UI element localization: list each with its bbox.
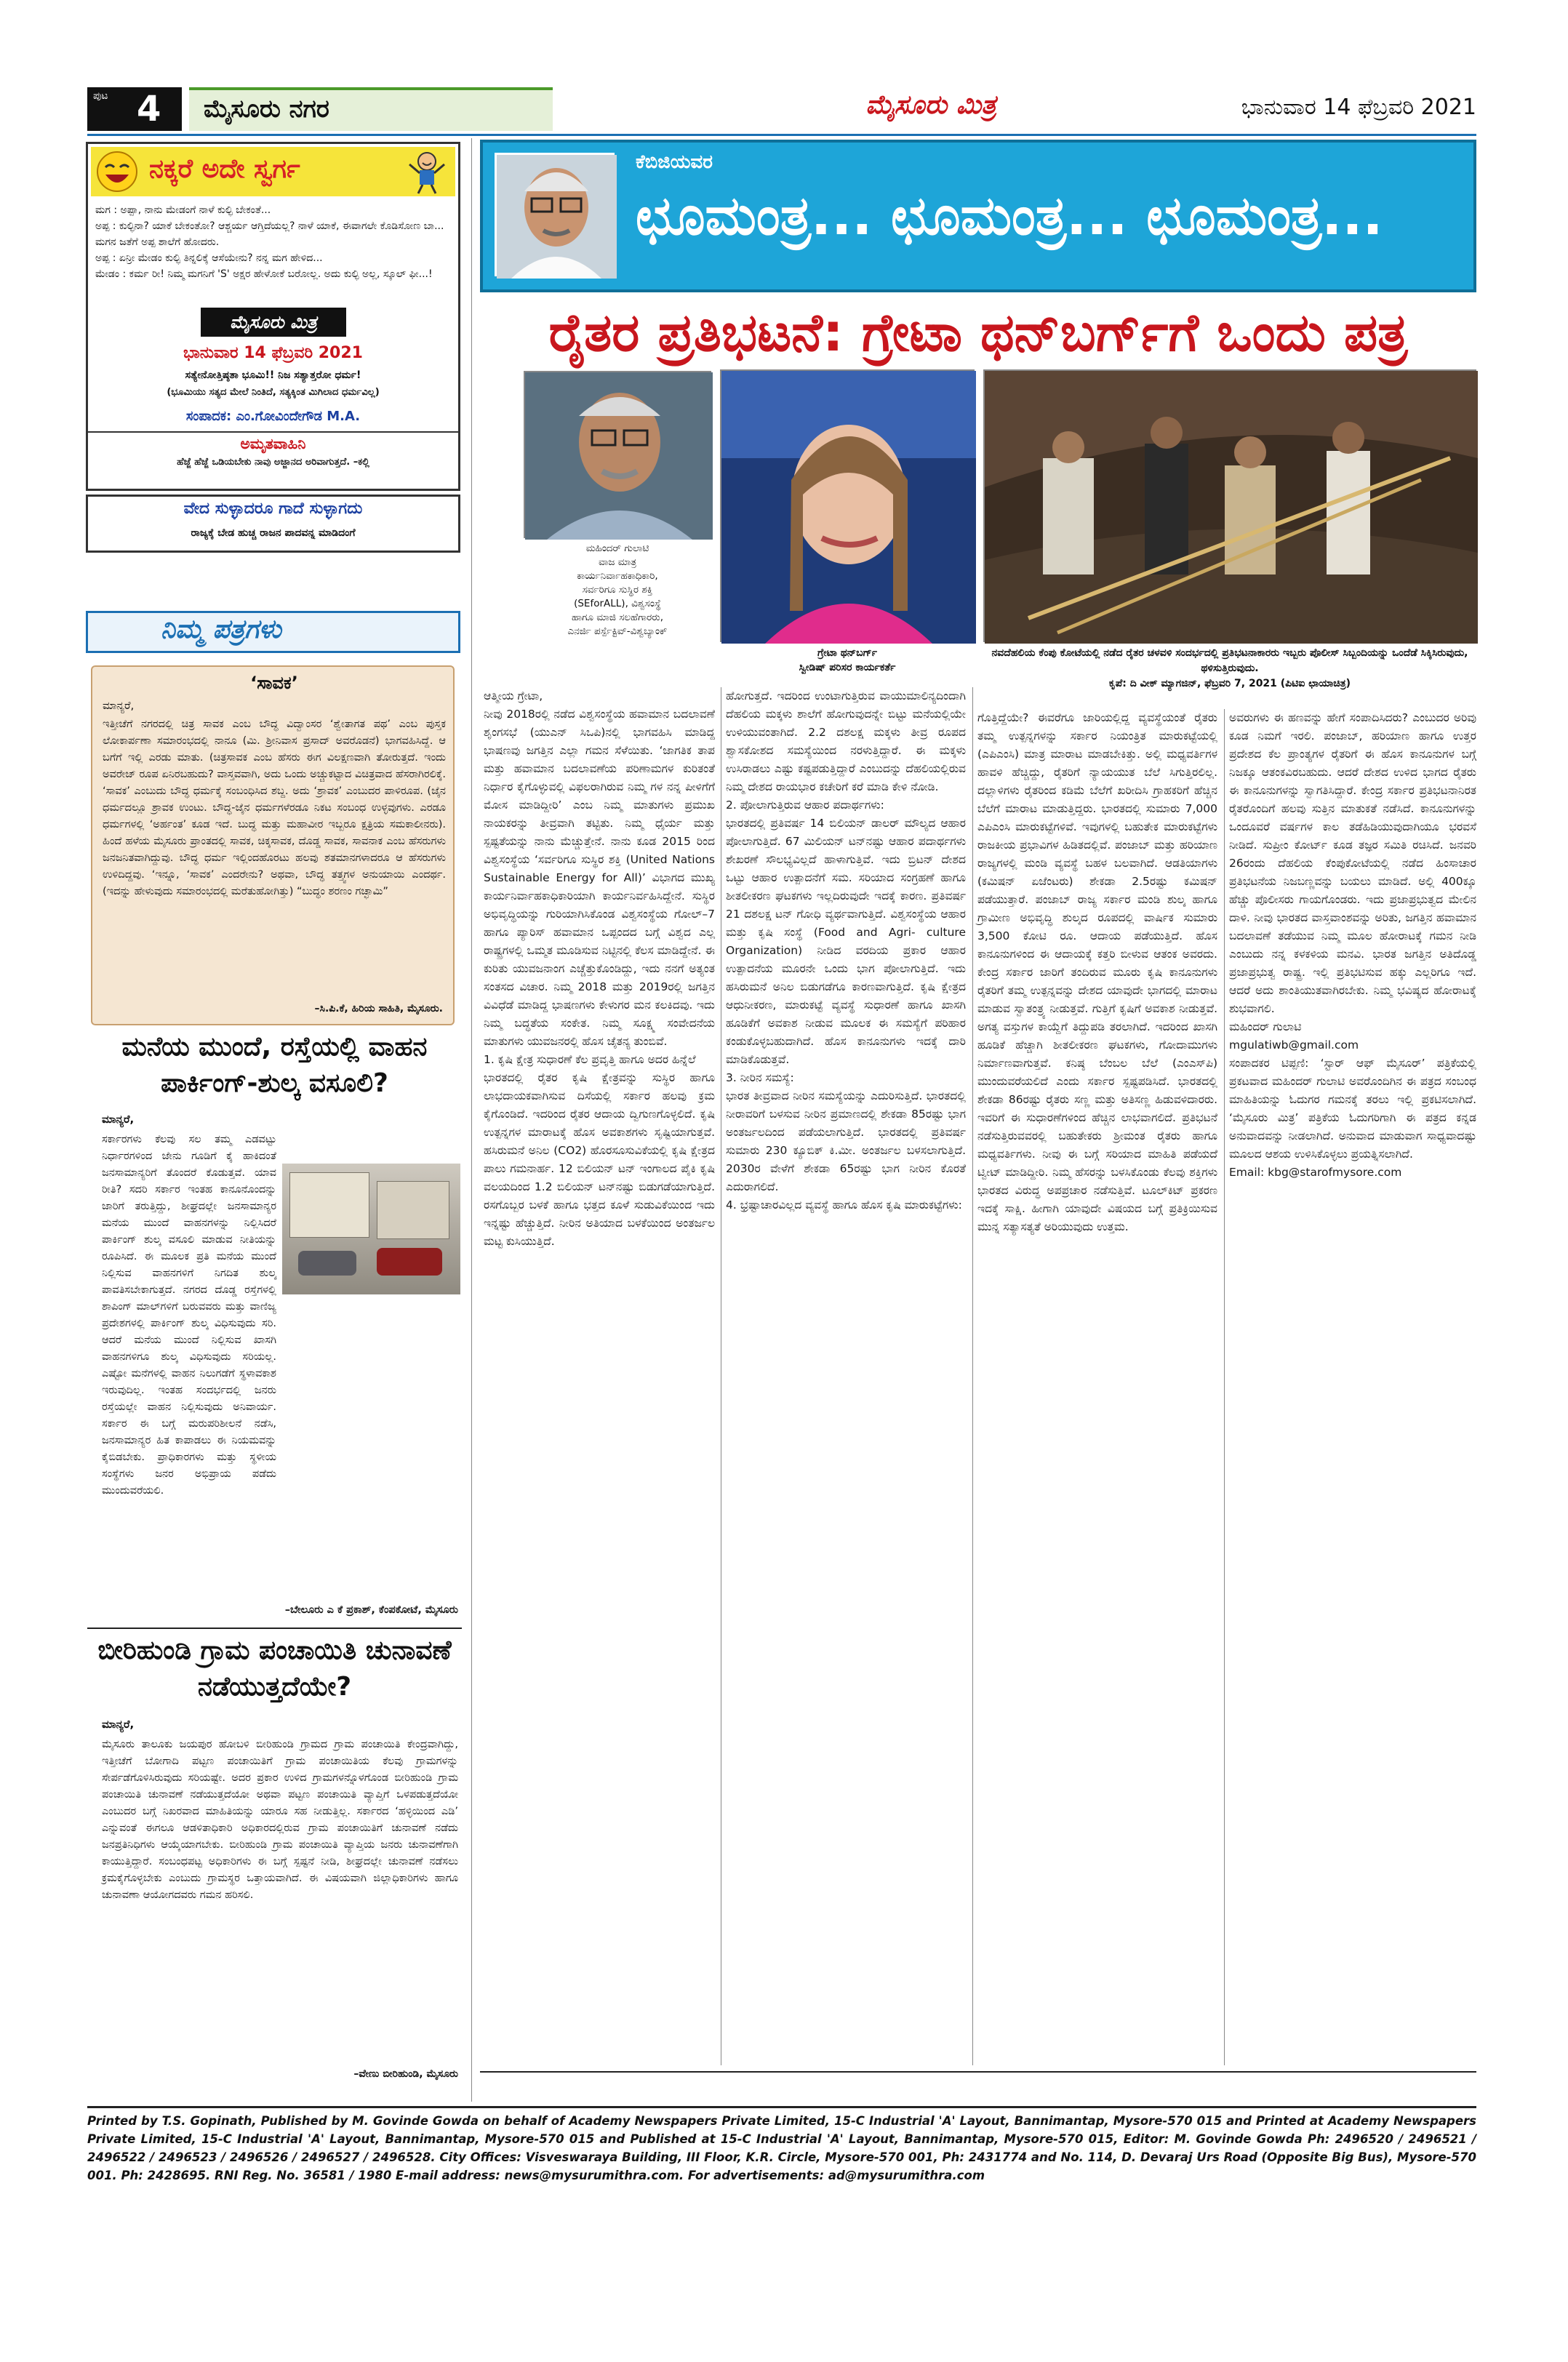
article-column-2: ಹೋಗುತ್ತದೆ. ಇದರಿಂದ ಉಂಟಾಗುತ್ತಿರುವ ವಾಯುಮಾಲಿನ್ಯದಿಂದಾಗಿ ದೆಹಲಿಯ ಮಕ್ಕಳು ಶಾಲೆಗೆ ಹೋಗುವುದನ್ನೇ ಬಿಟ್ಟು ಮನೆಯಲ್ಲಿಯೇ ಉಳಿಯುವಂತಾಗಿದೆ. 2.2 ದಶಲಕ್ಷ ಮಕ್ಕಳು ತೀವ್ರ ರೂಪದ ಶ್ವಾಸಕೋಶದ ಸಮಸ್ಯೆಯಿಂದ ನರಳುತ್ತಿದ್ದಾರೆ. ಈ ಮಕ್ಕಳು ಉಸಿರಾಡಲು ಎಷ್ಟು ಕಷ್ಟಪಡುತ್ತಿದ್ದಾರೆ ಎಂಬುದನ್ನು ದೆಹಲಿಯಲ್ಲಿರುವ ನಿಮ್ಮ ದೇಶದ ರಾಯಭಾರ ಕಚೇರಿಗೆ ಕರೆ ಮಾಡಿ ಕೇಳಿ ನೋಡಿ. 2. ಪೋಲಾಗುತ್ತಿರುವ ಆಹಾರ ಪದಾರ್ಥಗಳು: ಭಾರತದಲ್ಲಿ ಪ್ರತಿವರ್ಷ 14 ಬಿಲಿಯನ್ ಡಾಲರ್ ಮೌಲ್ಯದ ಆಹಾರ ಪೋಲಾಗುತ್ತಿದೆ. 67 ಮಿಲಿಯನ್ ಟನ್‌ನಷ್ಟು ಆಹಾರ ಪದಾರ್ಥಗಳು ಶೇಖರಣೆ ಸೌಲಭ್ಯವಿಲ್ಲದೆ ಹಾಳಾಗುತ್ತಿವೆ. ಇದು ಬ್ರಿಟನ್ ದೇಶದ ಒಟ್ಟು ಆಹಾರ ಉತ್ಪಾದನೆಗೆ ಸಮ. ಸರಿಯಾದ ಸಂಗ್ರಹಣೆ ಹಾಗೂ ಶೀತಲೀಕರಣ ಘಟಕಗಳು ಇಲ್ಲದಿರುವುದೇ ಇದಕ್ಕೆ ಕಾರಣ. ಪ್ರತಿವರ್ಷ 21 ದಶಲಕ್ಷ ಟನ್ ಗೋಧಿ ವ್ಯರ್ಥವಾಗುತ್ತಿದೆ. ವಿಶ್ವಸಂಸ್ಥೆಯ ಆಹಾರ ಮತ್ತು ಕೃಷಿ ಸಂಸ್ಥೆ (Food and Agri- culture Organization) ನೀಡಿದ ವರದಿಯ ಪ್ರಕಾರ ಆಹಾರ ಉತ್ಪಾದನೆಯ ಮೂರನೇ ಒಂದು ಭಾಗ ಪೋಲಾಗುತ್ತಿದೆ. ಇದು ಹಸಿರುಮನೆ ಅನಿಲ ಬಿಡುಗಡೆಗೂ ಕಾರಣವಾಗುತ್ತಿದೆ. ಕೃಷಿ ಕ್ಷೇತ್ರದ ಆಧುನೀಕರಣ, ಮಾರುಕಟ್ಟೆ ವ್ಯವಸ್ಥೆ ಸುಧಾರಣೆ ಹಾಗೂ ಖಾಸಗಿ ಹೂಡಿಕೆಗೆ ಅವಕಾಶ ನೀಡುವ ಮೂಲಕ ಈ ಸಮಸ್ಯೆಗೆ ಪರಿಹಾರ ಕಂಡುಕೊಳ್ಳಬಹುದಾಗಿದೆ. ಹೊಸ ಕಾನೂನುಗಳು ಇದಕ್ಕೆ ದಾರಿ ಮಾಡಿಕೊಡುತ್ತವೆ. 3. ನೀರಿನ ಸಮಸ್ಯೆ: ಭಾರತ ತೀವ್ರವಾದ ನೀರಿನ ಸಮಸ್ಯೆಯನ್ನು ಎದುರಿಸುತ್ತಿದೆ. ಭಾರತದಲ್ಲಿ ನೀರಾವರಿಗೆ ಬಳಸುವ ನೀರಿನ ಪ್ರಮಾಣದಲ್ಲಿ ಶೇಕಡಾ 85ರಷ್ಟು ಭಾಗ ಅಂತರ್ಜಲದಿಂದ ಪಡೆಯಲಾಗುತ್ತಿದೆ. ಭಾರತದಲ್ಲಿ ಪ್ರತಿವರ್ಷ ಸುಮಾರು 230 ಕ್ಯೂಬಿಕ್ ಕಿ.ಮೀ. ಅಂತರ್ಜಲ ಬಳಸಲಾಗುತ್ತಿದೆ. 2030ರ ವೇಳೆಗೆ ಶೇಕಡಾ 65ರಷ್ಟು ಭಾಗ ನೀರಿನ ಕೊರತೆ ಎದುರಾಗಲಿದೆ. 4. ಭ್ರಷ್ಟಾಚಾರವಿಲ್ಲದ ವ್ಯವಸ್ಥೆ ಹಾಗೂ ಹೊಸ ಕೃಷಿ ಮಾರುಕಟ್ಟೆಗಳು: — [726, 689, 966, 1212]
greta-portrait-icon — [721, 371, 976, 644]
author-photo — [524, 371, 711, 538]
author-portrait-icon — [525, 372, 713, 540]
masthead-logo: ಮೈಸೂರು ಮಿತ್ರ — [865, 90, 996, 120]
panch-headline: ಬೀರಿಹುಂಡಿ ಗ್ರಾಮ ಪಂಚಾಯಿತಿ ಚುನಾವಣೆ ನಡೆಯುತ್ತದೆಯೇ? — [97, 1636, 452, 1702]
sidebar-divider — [471, 138, 472, 2102]
letters-title: ನಿಮ್ಮ ಪತ್ರಗಳು — [161, 614, 281, 644]
columnist-portrait-icon — [497, 155, 617, 279]
column-title: ಛೂಮಂತ್ರ... ಛೂಮಂತ್ರ... ಛೂಮಂತ್ರ... — [636, 185, 1383, 247]
photo-building — [377, 1181, 449, 1239]
column-tag: ಕೆಬಿಜಿಯವರ — [636, 151, 713, 173]
article-bottom-rule — [480, 2071, 1476, 2073]
humor-text: ಮಗ : ಅಪ್ಪಾ, ನಾನು ಮೇಡಂಗೆ ನಾಳೆ ಕುಲ್ಫಿ ಬೇಕಂತೆ... ಅಪ್ಪ : ಕುಲ್ಫಿನಾ? ಯಾಕೆ ಬೇಕಂತೋ? ಆಶ್ಚರ್ಯ ಆಗ್ತಿದೆಯಲ್ಲ? ನಾಳೆ ಯಾಕೆ, ಈವಾಗಲೇ ಕೊಡಿಸೋಣ ಬಾ... ಮಗನ ಜತೆಗೆ ಅಪ್ಪ ಶಾಲೆಗೆ ಹೋದರು. ಅಪ್ಪ : ಏನ್ರೀ ಮೇಡಂ ಕುಲ್ಫಿ ತಿನ್ನಲಿಕ್ಕೆ ಆಸೆಯೇನು? ನನ್ನ ಮಗ ಹೇಳಿದ... ಮೇಡಂ : ಕರ್ಮ ರೀ! ನಿಮ್ಮ ಮಗನಿಗೆ 'S' ಅಕ್ಷರ ಹೇಳೋಕೆ ಬರೋಲ್ಲ. ಅದು ಕುಲ್ಫಿ ಅಲ್ಲ, ಸ್ಕೂಲ್ ಫೀ...! — [95, 204, 444, 280]
amrutha-text: ಹೆಜ್ಜೆ ಹೆಜ್ಜೆ ಒಡಿಯಬೇಕು ನಾವು ಅಜ್ಜಾನದ ಅರಿವಾಗುತ್ತದೆ. –ಕಲ್ಲಿ — [177, 457, 369, 468]
editor-line: ಸಂಪಾದಕ: ಎಂ.ಗೋವಿಂದೇಗೌಡ M.A. — [185, 409, 361, 424]
amrutha-title: ಅಮೃತವಾಹಿನಿ — [240, 435, 306, 452]
parking-photo — [282, 1164, 460, 1294]
header-rule — [87, 134, 1476, 136]
protest-caption: ನವದೆಹಲಿಯ ಕೆಂಪು ಕೋಟೆಯಲ್ಲಿ ನಡೆದ ರೈತರ ಚಳವಳಿ ಸಂದರ್ಭದಲ್ಲಿ ಪ್ರತಿಭಟನಾಕಾರರು ಇಬ್ಬರು ಪೊಲೀಸ್ ಸಿಬ್ಬಂದಿಯನ್ನು ಒಂದೆಡೆ ಸಿಕ್ಕಿಸಿರುವುದು, ಥಳಿಸುತ್ತಿರುವುದು. ಕೃಪೆ: ದಿ ವೀಕ್ ಮ್ಯಾಗಜಿನ್, ಫೆಬ್ರವರಿ 7, 2021 (ಪಿಟಿಐ ಛಾಯಾಚಿತ್ರ) — [991, 647, 1468, 689]
article-column-1: ಆತ್ಮೀಯ ಗ್ರೇಟಾ, ನೀವು 2018ರಲ್ಲಿ ನಡೆದ ವಿಶ್ವಸಂಸ್ಥೆಯ ಹವಾಮಾನ ಬದಲಾವಣೆ ಶೃಂಗಸಭೆ (ಯುಎನ್ ಸಿಒಪಿ)ನಲ್ಲಿ ಭಾಗವಹಿಸಿ ಮಾಡಿದ್ದ ಭಾಷಣವು ಜಗತ್ತಿನ ಎಲ್ಲಾ ಗಮನ ಸೆಳೆಯಿತು. ‘ಜಾಗತಿಕ ತಾಪ ಮತ್ತು ಹವಾಮಾನ ಬದಲಾವಣೆಯ ಪರಿಣಾಮಗಳ ಕುರಿತಂತೆ ನಿರ್ಧಾರ ಕೈಗೊಳ್ಳುವಲ್ಲಿ ವಿಫಲರಾಗಿರುವ ನಿಮ್ಮ ಗಳ ನನ್ನ ಪೀಳಿಗೆಗೆ ಮೋಸ ಮಾಡಿದ್ದೀರಿ’ ಎಂಬ ನಿಮ್ಮ ಮಾತುಗಳು ಪ್ರಮುಖ ನಾಯಕರನ್ನು ತೀವ್ರವಾಗಿ ತಟ್ಟಿತು. ನಿಮ್ಮ ಧೈರ್ಯ ಮತ್ತು ಸ್ಪಷ್ಟತೆಯನ್ನು ನಾನು ಮೆಚ್ಚುತ್ತೇನೆ. ನಾನು ಕೂಡ 2015 ರಿಂದ ವಿಶ್ವಸಂಸ್ಥೆಯ ‘ಸರ್ವರಿಗೂ ಸುಸ್ಥಿರ ಶಕ್ತಿ (United Nations Sustainable Energy for All)’ ವಿಭಾಗದ ಮುಖ್ಯ ಕಾರ್ಯನಿರ್ವಾಹಕಾಧಿಕಾರಿಯಾಗಿ ಕಾರ್ಯನಿರ್ವಹಿಸಿದ್ದೇನೆ. ಸುಸ್ಥಿರ ಅಭಿವೃದ್ಧಿಯನ್ನು ಗುರಿಯಾಗಿಸಿಕೊಂಡ ವಿಶ್ವಸಂಸ್ಥೆಯ ಗೋಲ್–7 ಹಾಗೂ ಪ್ಯಾರಿಸ್ ಹವಾಮಾನ ಒಪ್ಪಂದದ ಬಗ್ಗೆ ವಿಶ್ವದ ಎಲ್ಲ ರಾಷ್ಟ್ರಗಳಲ್ಲಿ ಒಮ್ಮತ ಮೂಡಿಸುವ ನಿಟ್ಟಿನಲ್ಲಿ ಕೆಲಸ ಮಾಡಿದ್ದೇನೆ. ಈ ಕುರಿತು ಯುವಜನಾಂಗ ಎಚ್ಚೆತ್ತುಕೊಂಡಿದ್ದು, ಇದು ನನಗೆ ಅತ್ಯಂತ ಸಂತಸದ ವಿಚಾರ. ನಿಮ್ಮ 2018 ಮತ್ತು 2019ರಲ್ಲಿ ಜಗತ್ತಿನ ವಿವಿಧೆಡೆ ಮಾಡಿದ್ದ ಭಾಷಣಗಳು ಕೇಳುಗರ ಮನ ಕಲಕಿದವು. ಇದು ನಿಮ್ಮ ಬದ್ಧತೆಯ ಸಂಕೇತ. ನಿಮ್ಮ ಸೂಕ್ಷ್ಮ ಸಂವೇದನೆಯ ಮಾತುಗಳು ಯುವಜನರಲ್ಲಿ ಹೊಸ ಚೈತನ್ಯ ತುಂಬಿವೆ. 1. ಕೃಷಿ ಕ್ಷೇತ್ರ ಸುಧಾರಣೆ ಕೆಲ ಪ್ರವೃತ್ತಿ ಹಾಗೂ ಅದರ ಹಿನ್ನೆಲೆ ಭಾರತದಲ್ಲಿ ರೈತರ ಕೃಷಿ ಕ್ಷೇತ್ರವನ್ನು ಸುಸ್ಥಿರ ಹಾಗೂ ಲಾಭದಾಯಕವಾಗಿಸುವ ದಿಸೆಯಲ್ಲಿ ಸರ್ಕಾರ ಹಲವು ಕ್ರಮ ಕೈಗೊಂಡಿದೆ. ಇದರಿಂದ ರೈತರ ಆದಾಯ ದ್ವಿಗುಣಗೊಳ್ಳಲಿದೆ. ಕೃಷಿ ಉತ್ಪನ್ನಗಳ ಮಾರಾಟಕ್ಕೆ ಹೊಸ ಅವಕಾಶಗಳು ಸೃಷ್ಟಿಯಾಗುತ್ತವೆ. ಹಸಿರುಮನೆ ಅನಿಲ (CO2) ಹೊರಸೂಸುವಿಕೆಯಲ್ಲಿ ಕೃಷಿ ಕ್ಷೇತ್ರದ ಪಾಲು ಗಮನಾರ್ಹ. 12 ಬಿಲಿಯನ್ ಟನ್ ಇಂಗಾಲದ ಪೈಕಿ ಕೃಷಿ ವಲಯದಿಂದ 1.2 ಬಿಲಿಯನ್ ಟನ್‌ನಷ್ಟು ಬಿಡುಗಡೆಯಾಗುತ್ತಿದೆ. ರಸಗೊಬ್ಬರ ಬಳಕೆ ಹಾಗೂ ಭತ್ತದ ಕೂಳೆ ಸುಡುವಿಕೆಯಿಂದ ಇದು ಇನ್ನಷ್ಟು ಹೆಚ್ಚುತ್ತಿದೆ. ನೀರಿನ ಅತಿಯಾದ ಬಳಕೆಯಿಂದ ಅಂತರ್ಜಲ ಮಟ್ಟ ಕುಸಿಯುತ್ತಿದೆ. — [484, 689, 715, 1248]
humor-title: ನಕ್ಕರೆ ಅದೇ ಸ್ವರ್ಗ — [149, 154, 300, 184]
panch-salute: ಮಾನ್ಯರೆ, — [102, 1718, 135, 1731]
savak-salute: ಮಾನ್ಯರೆ, — [103, 699, 135, 712]
greta-caption: ಗ್ರೇಟಾ ಥನ್‌ಬರ್ಗ್ ಸ್ವೀಡಿಷ್ ಪರಿಸರ ಕಾರ್ಯಕರ್ತೆ — [799, 647, 896, 673]
veda-title: ವೇದ ಸುಳ್ಳಾದರೂ ಗಾದೆ ಸುಳ್ಳಾಗದು — [183, 500, 363, 518]
article-column-4: ಅವರುಗಳು ಈ ಹಣವನ್ನು ಹೇಗೆ ಸಂಪಾದಿಸಿದರು? ಎಂಬುದರ ಅರಿವು ಕೂಡ ನಿಮಗೆ ಇರಲಿ. ಪಂಜಾಬ್, ಹರಿಯಾಣ ಹಾಗೂ ಉತ್ತರ ಪ್ರದೇಶದ ಕೆಲ ಪ್ರಾಂತ್ಯಗಳ ರೈತರಿಗೆ ಈ ಹೊಸ ಕಾನೂನುಗಳ ಬಗ್ಗೆ ನಿಜಕ್ಕೂ ಆತಂಕವಿರಬಹುದು. ಆದರೆ ದೇಶದ ಉಳಿದ ಭಾಗದ ರೈತರು ಈ ಕಾನೂನುಗಳನ್ನು ಸ್ವಾಗತಿಸಿದ್ದಾರೆ. ಕೇಂದ್ರ ಸರ್ಕಾರ ಪ್ರತಿಭಟನಾನಿರತ ರೈತರೊಂದಿಗೆ ಹಲವು ಸುತ್ತಿನ ಮಾತುಕತೆ ನಡೆಸಿದೆ. ಕಾನೂನುಗಳನ್ನು ಒಂದೂವರೆ ವರ್ಷಗಳ ಕಾಲ ತಡೆಹಿಡಿಯುವುದಾಗಿಯೂ ಭರವಸೆ ನೀಡಿದೆ. ಸುಪ್ರೀಂ ಕೋರ್ಟ್ ಕೂಡ ತಜ್ಞರ ಸಮಿತಿ ರಚಿಸಿದೆ. ಜನವರಿ 26ರಂದು ದೆಹಲಿಯ ಕೆಂಪುಕೋಟೆಯಲ್ಲಿ ನಡೆದ ಹಿಂಸಾಚಾರ ಪ್ರತಿಭಟನೆಯ ನಿಜಬಣ್ಣವನ್ನು ಬಯಲು ಮಾಡಿದೆ. ಅಲ್ಲಿ 400ಕ್ಕೂ ಹೆಚ್ಚು ಪೊಲೀಸರು ಗಾಯಗೊಂಡರು. ಇದು ಪ್ರಜಾಪ್ರಭುತ್ವದ ಮೇಲಿನ ದಾಳಿ. ನೀವು ಭಾರತದ ವಾಸ್ತವಾಂಶವನ್ನು ಅರಿತು, ಜಗತ್ತಿನ ಹವಾಮಾನ ಬದಲಾವಣೆ ತಡೆಯುವ ನಿಮ್ಮ ಮೂಲ ಹೋರಾಟಕ್ಕೆ ಗಮನ ನೀಡಿ ಎಂಬುದು ನನ್ನ ಕಳಕಳಿಯ ಮನವಿ. ಭಾರತ ಜಗತ್ತಿನ ಅತಿದೊಡ್ಡ ಪ್ರಜಾಪ್ರಭುತ್ವ ರಾಷ್ಟ್ರ. ಇಲ್ಲಿ ಪ್ರತಿಭಟಿಸುವ ಹಕ್ಕು ಎಲ್ಲರಿಗೂ ಇದೆ. ಆದರೆ ಅದು ಶಾಂತಿಯುತವಾಗಿರಬೇಕು. ನಿಮ್ಮ ಭವಿಷ್ಯದ ಹೋರಾಟಕ್ಕೆ ಶುಭವಾಗಲಿ. ಮಹಿಂದರ್ ಗುಲಾಟಿ mgulatiwb@gmail.com ಸಂಪಾದಕರ ಟಿಪ್ಪಣಿ: ‘ಸ್ಟಾರ್ ಆಫ್ ಮೈಸೂರ್’ ಪತ್ರಿಕೆಯಲ್ಲಿ ಪ್ರಕಟವಾದ ಮಹಿಂದರ್ ಗುಲಾಟಿ ಅವರೊಂದಿಗಿನ ಈ ಪತ್ರದ ಸಂಬಂಧ ಮಾಹಿತಿಯನ್ನು ಓದುಗರ ಗಮನಕ್ಕೆ ತರಲು ಇಲ್ಲಿ ಪ್ರಕಟಿಸಲಾಗಿದೆ. ‘ಮೈಸೂರು ಮಿತ್ರ’ ಪತ್ರಿಕೆಯ ಓದುಗರಿಗಾಗಿ ಈ ಪತ್ರದ ಕನ್ನಡ ಅನುವಾದವನ್ನು ನೀಡಲಾಗಿದೆ. ಅನುವಾದ ಮಾಡುವಾಗ ಸಾಧ್ಯವಾದಷ್ಟು ಮೂಲದ ಆಶಯ ಉಳಿಸಿಕೊಳ್ಳಲು ಪ್ರಯತ್ನಿಸಲಾಗಿದೆ. Email: kbg@starofmysore.com — [1229, 711, 1476, 1179]
photo-car — [377, 1248, 442, 1276]
panch-sign: –ವೇಣು ಬೀರಿಹುಂಡಿ, ಮೈಸೂರು — [353, 2068, 458, 2080]
sidebar-date: ಭಾನುವಾರ 14 ಫೆಬ್ರವರಿ 2021 — [183, 344, 363, 362]
savak-title: ‘ಸಾವಕ’ — [250, 673, 298, 693]
letters-banner — [86, 611, 460, 653]
parking-salute: ಮಾನ್ಯರೆ, — [102, 1113, 135, 1126]
parking-body: ಸರ್ಕಾರಗಳು ಕೆಲವು ಸಲ ತಮ್ಮ ಎಡವಟ್ಟು ನಿರ್ಧಾರಗಳಿಂದ ಜೇನು ಗೂಡಿಗೆ ಕೈ ಹಾಕಿದಂತೆ ಜನಸಾಮಾನ್ಯರಿಗೆ ತೊಂದರೆ ಕೊಡುತ್ತವೆ. ಯಾವ ರೀತಿ? ಸದರಿ ಸರ್ಕಾರ ಇಂತಹ ಕಾನೂನೊಂದನ್ನು ಜಾರಿಗೆ ತರುತ್ತಿದ್ದು, ಶೀಘ್ರದಲ್ಲೇ ಜನಸಾಮಾನ್ಯರ ಮನೆಯ ಮುಂದೆ ವಾಹನಗಳನ್ನು ನಿಲ್ಲಿಸಿದರೆ ಪಾರ್ಕಿಂಗ್ ಶುಲ್ಕ ವಸೂಲಿ ಮಾಡುವ ನೀತಿಯನ್ನು ರೂಪಿಸಿದೆ. ಈ ಮೂಲಕ ಪ್ರತಿ ಮನೆಯ ಮುಂದೆ ನಿಲ್ಲಿಸುವ ವಾಹನಗಳಿಗೆ ನಿಗದಿತ ಶುಲ್ಕ ಪಾವತಿಸಬೇಕಾಗುತ್ತದೆ. ನಗರದ ದೊಡ್ಡ ರಸ್ತೆಗಳಲ್ಲಿ ಶಾಪಿಂಗ್ ಮಾಲ್‌ಗಳಿಗೆ ಬರುವವರು ಮತ್ತು ವಾಣಿಜ್ಯ ಪ್ರದೇಶಗಳಲ್ಲಿ ಪಾರ್ಕಿಂಗ್ ಶುಲ್ಕ ವಿಧಿಸುವುದು ಸರಿ. ಆದರೆ ಮನೆಯ ಮುಂದೆ ನಿಲ್ಲಿಸುವ ಖಾಸಗಿ ವಾಹನಗಳಿಗೂ ಶುಲ್ಕ ವಿಧಿಸುವುದು ಸರಿಯಲ್ಲ. ಎಷ್ಟೋ ಮನೆಗಳಲ್ಲಿ ವಾಹನ ನಿಲುಗಡೆಗೆ ಸ್ಥಳಾವಕಾಶ ಇರುವುದಿಲ್ಲ. ಇಂತಹ ಸಂದರ್ಭದಲ್ಲಿ ಜನರು ರಸ್ತೆಯಲ್ಲೇ ವಾಹನ ನಿಲ್ಲಿಸುವುದು ಅನಿವಾರ್ಯ. ಸರ್ಕಾರ ಈ ಬಗ್ಗೆ ಮರುಪರಿಶೀಲನೆ ನಡೆಸಿ, ಜನಸಾಮಾನ್ಯರ ಹಿತ ಕಾಪಾಡಲು ಈ ನಿಯಮವನ್ನು ಕೈಬಿಡಬೇಕು. ಪ್ರಾಧಿಕಾರಗಳು ಮತ್ತು ಸ್ಥಳೀಯ ಸಂಸ್ಥೆಗಳು ಜನರ ಅಭಿಪ್ರಾಯ ಪಡೆದು ಮುಂದುವರೆಯಲಿ. — [102, 1134, 276, 1497]
footer-imprint: Printed by T.S. Gopinath, Published by M. Govinde Gowda on behalf of Academy Newspapers Private Limited, 15-C Industrial 'A' Layout, Bannimantap, Mysore-570 015 and Printed at Academy Newspapers Private Limited, 15-C Industrial 'A' Layout, Bannimantap, Mysore-570 015 and Published at 15-C Industrial 'A' Layout, Bannimantap, Mysore-570 015, Editor: M. Govinde Gowda Ph: 2496520 / 2496521 / 2496522 / 2496523 / 2496526 / 2496527 / 2496528. City Offices: Visveswaraya Building, III Floor, K.R. Circle, Mysore-570 001, Ph: 2431774 and No. 114, D. Devaraj Urs Road (Opposite Big Bus), Mysore-570 001. Ph: 2428695. RNI Reg. No. 36581 / 1980 E-mail address: news@mysurumithra.com. For advertisements: ad@mysurumithra.com — [87, 2114, 1476, 2182]
savak-letter — [91, 665, 455, 1025]
panch-body: ಮೈಸೂರು ತಾಲೂಕು ಜಯಪುರ ಹೋಬಳಿ ಬೀರಿಹುಂಡಿ ಗ್ರಾಮದ ಗ್ರಾಮ ಪಂಚಾಯಿತಿ ಕೇಂದ್ರವಾಗಿದ್ದು, ಇತ್ತೀಚೆಗೆ ಬೋಗಾದಿ ಪಟ್ಟಣ ಪಂಚಾಯಿತಿಗೆ ಗ್ರಾಮ ಪಂಚಾಯಿತಿಯ ಕೆಲವು ಗ್ರಾಮಗಳನ್ನು ಸೇರ್ಪಡೆಗೊಳಿಸಿರುವುದು ಸರಿಯಷ್ಟೇ. ಅದರ ಪ್ರಕಾರ ಉಳಿದ ಗ್ರಾಮಗಳನ್ನೊಳಗೊಂಡ ಬೀರಿಹುಂಡಿ ಗ್ರಾಮ ಪಂಚಾಯಿತಿ ಚುನಾವಣೆ ನಡೆಯುತ್ತದೆಯೋ ಅಥವಾ ಪಟ್ಟಣ ಪಂಚಾಯಿತಿ ವ್ಯಾಪ್ತಿಗೆ ಒಳಪಡುತ್ತದೆಯೋ ಎಂಬುದರ ಬಗ್ಗೆ ನಿಖರವಾದ ಮಾಹಿತಿಯನ್ನು ಯಾರೂ ಸಹ ನೀಡುತ್ತಿಲ್ಲ. ಸರ್ಕಾರದ ‘ಹಳ್ಳಿಯಿಂದ ಎಡಿ’ ಎನ್ನುವಂತೆ ಈಗಲೂ ಆಡಳಿತಾಧಿಕಾರಿ ಅಧಿಕಾರದಲ್ಲಿರುವ ಗ್ರಾಮ ಪಂಚಾಯಿತಿಗೆ ಚುನಾವಣೆ ನಡೆದು ಜನಪ್ರತಿನಿಧಿಗಳು ಆಯ್ಕೆಯಾಗಬೇಕು. ಬೀರಿಹುಂಡಿ ಗ್ರಾಮ ಪಂಚಾಯಿತಿ ವ್ಯಾಪ್ತಿಯ ಜನರು ಚುನಾವಣೆಗಾಗಿ ಕಾಯುತ್ತಿದ್ದಾರೆ. ಸಂಬಂಧಪಟ್ಟ ಅಧಿಕಾರಿಗಳು ಈ ಬಗ್ಗೆ ಸ್ಪಷ್ಟನೆ ನೀಡಿ, ಶೀಘ್ರದಲ್ಲೇ ಚುನಾವಣೆ ನಡೆಸಲು ಕ್ರಮಕೈಗೊಳ್ಳಬೇಕು ಎಂಬುದು ಗ್ರಾಮಸ್ಥರ ಒತ್ತಾಯವಾಗಿದೆ. ಈ ವಿಷಯವಾಗಿ ಜಿಲ್ಲಾಧಿಕಾರಿಗಳು ಹಾಗೂ ಚುನಾವಣಾ ಆಯೋಗದವರು ಗಮನ ಹರಿಸಲಿ. — [102, 1739, 458, 1901]
greta-photo — [720, 369, 975, 642]
page-label: ಪುಟ — [93, 90, 108, 102]
humor-box — [86, 142, 460, 491]
columnist-photo — [495, 153, 615, 276]
section-title: ಮೈಸೂರು ನಗರ — [204, 95, 329, 124]
footer-rule — [87, 2106, 1476, 2108]
page-header — [87, 87, 1476, 131]
photo-building — [289, 1172, 369, 1238]
parking-sign: –ಬೇಲೂರು ಎ ಕೆ ಪ್ರಕಾಶ್, ಕೆಂಪಕೋಟೆ, ಮೈಸೂರು — [284, 1604, 458, 1616]
col-divider-2 — [972, 687, 973, 2065]
page-number: 4 — [137, 89, 161, 129]
article-column-3: ಗೊತ್ತಿದ್ದೆಯೇ? ಈವರೆಗೂ ಜಾರಿಯಲ್ಲಿದ್ದ ವ್ಯವಸ್ಥೆಯಂತೆ ರೈತರು ತಮ್ಮ ಉತ್ಪನ್ನಗಳನ್ನು ಸರ್ಕಾರ ನಿಯಂತ್ರಿತ ಮಾರುಕಟ್ಟೆಯಲ್ಲಿ (ಎಪಿಎಂಸಿ) ಮಾತ್ರ ಮಾರಾಟ ಮಾಡಬೇಕಿತ್ತು. ಅಲ್ಲಿ ಮಧ್ಯವರ್ತಿಗಳ ಹಾವಳಿ ಹೆಚ್ಚಿದ್ದು, ರೈತರಿಗೆ ನ್ಯಾಯಯುತ ಬೆಲೆ ಸಿಗುತ್ತಿರಲಿಲ್ಲ. ದಲ್ಲಾಳಿಗಳು ರೈತರಿಂದ ಕಡಿಮೆ ಬೆಲೆಗೆ ಖರೀದಿಸಿ ಗ್ರಾಹಕರಿಗೆ ಹೆಚ್ಚಿನ ಬೆಲೆಗೆ ಮಾರಾಟ ಮಾಡುತ್ತಿದ್ದರು. ಭಾರತದಲ್ಲಿ ಸುಮಾರು 7,000 ಎಪಿಎಂಸಿ ಮಾರುಕಟ್ಟೆಗಳಿವೆ. ಇವುಗಳಲ್ಲಿ ಬಹುತೇಕ ಮಾರುಕಟ್ಟೆಗಳು ರಾಜಕೀಯ ಪ್ರಭಾವಿಗಳ ಹಿಡಿತದಲ್ಲಿವೆ. ಪಂಜಾಬ್ ಮತ್ತು ಹರಿಯಾಣ ರಾಜ್ಯಗಳಲ್ಲಿ ಮಂಡಿ ವ್ಯವಸ್ಥೆ ಬಹಳ ಬಲವಾಗಿದೆ. ಆಡತಿಯಾಗಳು (ಕಮಿಷನ್ ಏಜೆಂಟರು) ಶೇಕಡಾ 2.5ರಷ್ಟು ಕಮಿಷನ್ ಪಡೆಯುತ್ತಾರೆ. ಪಂಜಾಬ್ ರಾಜ್ಯ ಸರ್ಕಾರ ಮಂಡಿ ಶುಲ್ಕ ಹಾಗೂ ಗ್ರಾಮೀಣ ಅಭಿವೃದ್ಧಿ ಶುಲ್ಕದ ರೂಪದಲ್ಲಿ ವಾರ್ಷಿಕ ಸುಮಾರು 3,500 ಕೋಟಿ ರೂ. ಆದಾಯ ಪಡೆಯುತ್ತಿದೆ. ಹೊಸ ಕಾನೂನುಗಳಿಂದ ಈ ಆದಾಯಕ್ಕೆ ಕತ್ತರಿ ಬೀಳುವ ಆತಂಕ ಅವರದು. ಕೇಂದ್ರ ಸರ್ಕಾರ ಜಾರಿಗೆ ತಂದಿರುವ ಮೂರು ಕೃಷಿ ಕಾನೂನುಗಳು ರೈತರಿಗೆ ತಮ್ಮ ಉತ್ಪನ್ನವನ್ನು ದೇಶದ ಯಾವುದೇ ಭಾಗದಲ್ಲಿ ಮಾರಾಟ ಮಾಡುವ ಸ್ವಾತಂತ್ರ್ಯ ನೀಡುತ್ತವೆ. ಗುತ್ತಿಗೆ ಕೃಷಿಗೆ ಅವಕಾಶ ನೀಡುತ್ತವೆ. ಅಗತ್ಯ ವಸ್ತುಗಳ ಕಾಯ್ದೆಗೆ ತಿದ್ದುಪಡಿ ತರಲಾಗಿದೆ. ಇದರಿಂದ ಖಾಸಗಿ ಹೂಡಿಕೆ ಹೆಚ್ಚಾಗಿ ಶೀತಲೀಕರಣ ಘಟಕಗಳು, ಗೋದಾಮುಗಳು ನಿರ್ಮಾಣವಾಗುತ್ತವೆ. ಕನಿಷ್ಠ ಬೆಂಬಲ ಬೆಲೆ (ಎಂಎಸ್‌ಪಿ) ಮುಂದುವರೆಯಲಿದೆ ಎಂದು ಸರ್ಕಾರ ಸ್ಪಷ್ಟಪಡಿಸಿದೆ. ಭಾರತದಲ್ಲಿ ಶೇಕಡಾ 86ರಷ್ಟು ರೈತರು ಸಣ್ಣ ಮತ್ತು ಅತಿಸಣ್ಣ ಹಿಡುವಳಿದಾರರು. ಇವರಿಗೆ ಈ ಸುಧಾರಣೆಗಳಿಂದ ಹೆಚ್ಚಿನ ಲಾಭವಾಗಲಿದೆ. ಪ್ರತಿಭಟನೆ ನಡೆಸುತ್ತಿರುವವರಲ್ಲಿ ಬಹುತೇಕರು ಶ್ರೀಮಂತ ರೈತರು ಹಾಗೂ ಮಧ್ಯವರ್ತಿಗಳು. ನೀವು ಈ ಬಗ್ಗೆ ಸರಿಯಾದ ಮಾಹಿತಿ ಪಡೆಯದೆ ಟ್ವೀಟ್ ಮಾಡಿದ್ದೀರಿ. ನಿಮ್ಮ ಹೆಸರನ್ನು ಬಳಸಿಕೊಂಡು ಕೆಲವು ಶಕ್ತಿಗಳು ಭಾರತದ ವಿರುದ್ಧ ಅಪಪ್ರಚಾರ ನಡೆಸುತ್ತಿವೆ. ಟೂಲ್‌ಕಿಟ್ ಪ್ರಕರಣ ಇದಕ್ಕೆ ಸಾಕ್ಷಿ. ಹೀಗಾಗಿ ಯಾವುದೇ ವಿಷಯದ ಬಗ್ಗೆ ಪ್ರತಿಕ್ರಿಯಿಸುವ ಮುನ್ನ ಸತ್ಯಾಸತ್ಯತೆ ಅರಿಯುವುದು ಉತ್ತಮ. — [977, 711, 1217, 1233]
motto-line-2: (ಭೂಮಿಯು ಸತ್ಯದ ಮೇಲೆ ನಿಂತಿದೆ, ಸತ್ಯಕ್ಕಿಂತ ಮಿಗಿಲಾದ ಧರ್ಮವಿಲ್ಲ) — [167, 387, 380, 398]
headline: ರೈತರ ಪ್ರತಿಭಟನೆ: ಗ್ರೇಟಾ ಥನ್‌ಬರ್ಗ್‌ಗೆ ಒಂದು ಪತ್ರ — [548, 302, 1408, 363]
savak-sign: –ಸಿ.ಪಿ.ಕೆ, ಹಿರಿಯ ಸಾಹಿತಿ, ಮೈಸೂರು. — [314, 1003, 443, 1014]
author-caption: ಮಹಿಂದರ್ ಗುಲಾಟಿ ವಾಜ ಮಾತ್ರ ಕಾರ್ಯನಿರ್ವಾಹಕಾಧಿಕಾರಿ, ಸರ್ವರಿಗೂ ಸುಸ್ಥಿರ ಶಕ್ತಿ (SEforALL), ವಿಶ್ವಸಂಸ್ಥೆ ಹಾಗೂ ಮಾಜಿ ಸಲಹೆಗಾರರು, ಎನರ್ಜಿ ಪರ್ಸ್ಪೆಕ್ಟಿವ್-ವಿಶ್ವಬ್ಯಾಂಕ್ — [567, 543, 668, 637]
page-number-box — [87, 87, 182, 131]
col-divider-3 — [1224, 709, 1225, 2065]
humor-banner — [91, 147, 455, 196]
parking-body-cont — [102, 1302, 458, 1622]
section-bar — [189, 87, 553, 131]
column-banner — [480, 140, 1476, 292]
protest-scene-icon — [985, 371, 1478, 644]
sidebar-rule-1 — [88, 431, 458, 433]
header-date: ಭಾನುವಾರ 14 ಫೆಬ್ರವರಿ 2021 — [1241, 95, 1476, 120]
mitra-badge: ಮೈಸೂರು ಮಿತ್ರ — [201, 308, 346, 337]
veda-text: ರಾಜ್ಯಕ್ಕೆ ಬೇಡ ಹುಚ್ಚ ರಾಜನ ಪಾದವನ್ನ ಮಾಡಿದಂಗೆ — [191, 527, 356, 539]
savak-body: ಇತ್ತೀಚೆಗೆ ನಗರದಲ್ಲಿ ಚಿತ್ರ ಸಾವಕ ಎಂಬ ಬೌದ್ಧ ವಿದ್ವಾಂಸರ ‘ಶ್ವೇತಾಗತ ಪಥ’ ಎಂಬ ಪುಸ್ತಕ ಲೋಕಾರ್ಪಣಾ ಸಮಾರಂಭದಲ್ಲಿ ನಾನೂ (ಮಿ. ಶ್ರೀನಿವಾಸ ಪ್ರಸಾದ್ ಅವರೊಡನೆ) ಭಾಗವಹಿಸಿದ್ದೆ. ಆ ಬಗೆಗೆ ಇಲ್ಲಿ ಎರಡು ಮಾತು. (ಚಿತ್ರಸಾವಕ ಎಂಬ ಹೆಸರು ಈಗ ವಿಲಕ್ಷಣವಾಗಿ ತೋರುತ್ತದೆ. ಇಂದು ಅವರೇಜ್ ರೂಪ ಏನಿರಬಹುದು? ವಾಸ್ತವವಾಗಿ, ಅದು ಒಂದು ಅಚ್ಚುಕಟ್ಟಾದ ವಿಚಿತ್ರವಾದ ಹೆಸರಾಗಿರಲಿಕ್ಕೆ. ‘ಸಾವಕ’ ಎಂಬುದು ಬೌದ್ಧ ಧರ್ಮಕ್ಕೆ ಸಂಬಂಧಿಸಿದ ಶಬ್ದ. ಅದು ‘ಶ್ರಾವಕ’ ಎಂಬುದರ ಪಾಳಿರೂಪ. (ಜೈನ ಧರ್ಮದಲ್ಲೂ ಶ್ರಾವಕ ಉಂಟು. ಬೌದ್ಧ-ಜೈನ ಧರ್ಮಗಳೆರಡೂ ನಿಕಟ ಸಂಬಂಧ ಉಳ್ಳವುಗಳು. ಎರಡೂ ಧರ್ಮಗಳಲ್ಲಿ ‘ಅರ್ಹಂತ’ ಕೂಡ ಇದೆ. ಬುದ್ಧ ಮತ್ತು ಮಹಾವೀರ ಇಬ್ಬರೂ ಕ್ಷತ್ರಿಯ ಸಮಕಾಲೀನರು). ಹಿಂದೆ ಹಳೆಯ ಮೈಸೂರು ಪ್ರಾಂತದಲ್ಲಿ ಸಾವಕ, ಚಿಕ್ಕಸಾವಕ, ದೊಡ್ಡ ಸಾವಕ, ಸಾವನಾಕ ಎಂಬ ಹೆಸರುಗಳು ಜನಜನಿತವಾಗಿದ್ದುವು. ಬೌದ್ಧ ಧರ್ಮ ಇಲ್ಲಿಂದಹೊರಟು ಹಲವು ಶತಮಾನಗಳಾದರೂ ಆ ಹೆಸರುಗಳು ಉಳಿದಿದ್ದವು. ‘ಇನ್ನೂ, ‘ಸಾವಕ’ ಎಂದರೇನು? ಅಥವಾ, ಬೌದ್ಧ ತತ್ತ್ವಗಳ ಅನುಯಾಯಿ ಎಂದರ್ಥ. (ಇದನ್ನು ಹೇಳುವುದು ಸಮಾರಂಭದಲ್ಲಿ ಮರೆತುಹೋಗಿತ್ತು) “ಬುದ್ಧಂ ಶರಣಂ ಗಚ್ಛಾಮಿ” — [103, 718, 446, 897]
letters-divider — [87, 1628, 462, 1629]
protest-photo — [983, 369, 1476, 642]
laughing-face-icon — [95, 150, 139, 193]
veda-box — [86, 495, 460, 553]
laughing-man-icon — [404, 148, 450, 195]
motto-line-1: ಸತ್ಯೇನೋತ್ತಿಷ್ಠತಾ ಭೂಮಿ!! ನಿಜ ಸತ್ಯಾತ್ತರೋ ಧರ್ಮ! — [185, 369, 361, 381]
parking-headline: ಮನೆಯ ಮುಂದೆ, ರಸ್ತೆಯಲ್ಲಿ ವಾಹನ ಪಾರ್ಕಿಂಗ್-ಶುಲ್ಕ ವಸೂಲಿ? — [121, 1032, 428, 1098]
photo-car — [298, 1251, 356, 1276]
